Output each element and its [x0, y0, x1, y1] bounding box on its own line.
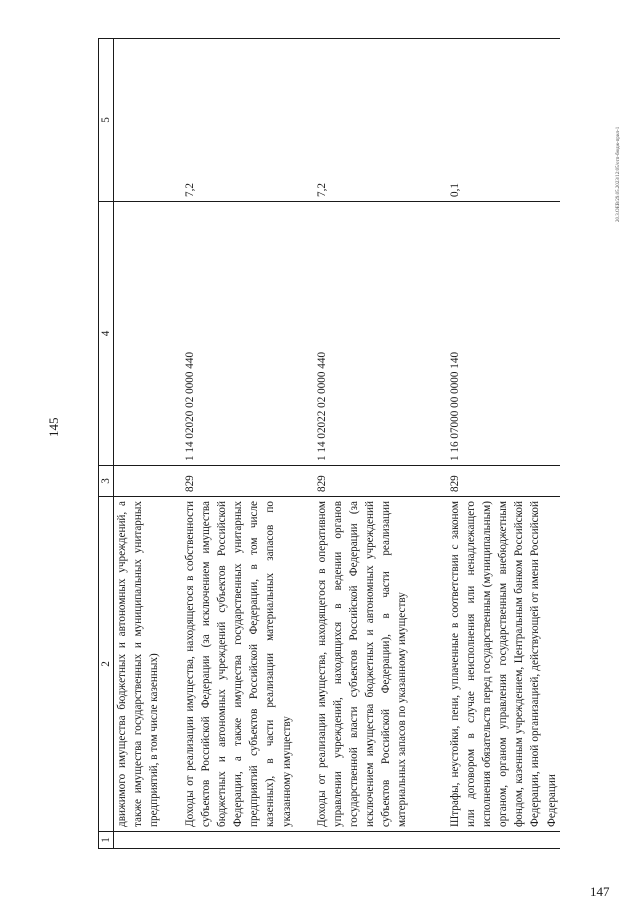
budget-classification-code: 1 16 07000 00 0000 140 — [447, 202, 560, 466]
income-description: движимого имущества бюджетных и автономных учреждений, а также имущества государственных и муниципальных унитарных предприятий, в том числе казенных) — [114, 497, 183, 832]
document-stamp: 20.3.ОЕВ/29.05.2023/12:05/отп-бюдж-прил-1 — [616, 126, 621, 222]
income-description: Доходы от реализации имущества, находящегося в собственности субъектов Российской Федерации (за исключением имущества бюджетных и автономных учреждений субъектов Российской Федерации, а также имущества государственных унитарных предприятий субъектов Российской Федерации, в том числе казенных), в части реализации материальных запасов по указанному имуществу — [182, 497, 314, 832]
amount-value: 0,1 — [447, 39, 560, 202]
page-number-bottom: 147 — [590, 884, 610, 899]
amount-value: 7,2 — [314, 39, 447, 202]
budget-classification-code: 1 14 02022 02 0000 440 — [314, 202, 447, 466]
row-number-cell — [447, 832, 560, 849]
page-number-top: 145 — [46, 417, 61, 437]
amount-value: 7,2 — [182, 39, 314, 202]
row-number-cell — [114, 832, 183, 849]
table-header-row — [99, 39, 114, 849]
admin-code: 829 — [314, 466, 447, 497]
header-col-1: 1 — [99, 832, 114, 849]
budget-table — [98, 38, 560, 849]
admin-code: 829 — [182, 466, 314, 497]
budget-table-sheet — [98, 44, 558, 849]
admin-code — [114, 466, 183, 497]
budget-classification-code — [114, 202, 183, 466]
header-col-2: 2 — [99, 497, 114, 832]
header-col-3: 3 — [99, 466, 114, 497]
header-col-5: 5 — [99, 39, 114, 202]
table-row — [314, 39, 447, 849]
table-row — [114, 39, 183, 849]
income-description: Штрафы, неустойки, пени, уплаченные в соответствии с законом или договором в случае неисполнения или ненадлежащего исполнения обязательств перед государственным (муниципальным) органом, органом управления государственным внебюджетным фондом, казенным учреждением, Центральным банком Российской Федерации, иной организацией, действующей от имени Российской Федерации — [447, 497, 560, 832]
amount-value — [114, 39, 183, 202]
admin-code: 829 — [447, 466, 560, 497]
header-col-4: 4 — [99, 202, 114, 466]
table-row — [447, 39, 560, 849]
income-description: Доходы от реализации имущества, находящегося в оперативном управлении учреждений, находящихся в ведении органов государственной власти субъектов Российской Федерации (за исключением имущества бюджетных и автономных учреждений субъектов Российской Федерации), в части реализации материальных запасов по указанному имуществу — [314, 497, 447, 832]
budget-classification-code: 1 14 02020 02 0000 440 — [182, 202, 314, 466]
row-number-cell — [182, 832, 314, 849]
row-number-cell — [314, 832, 447, 849]
table-row — [182, 39, 314, 849]
